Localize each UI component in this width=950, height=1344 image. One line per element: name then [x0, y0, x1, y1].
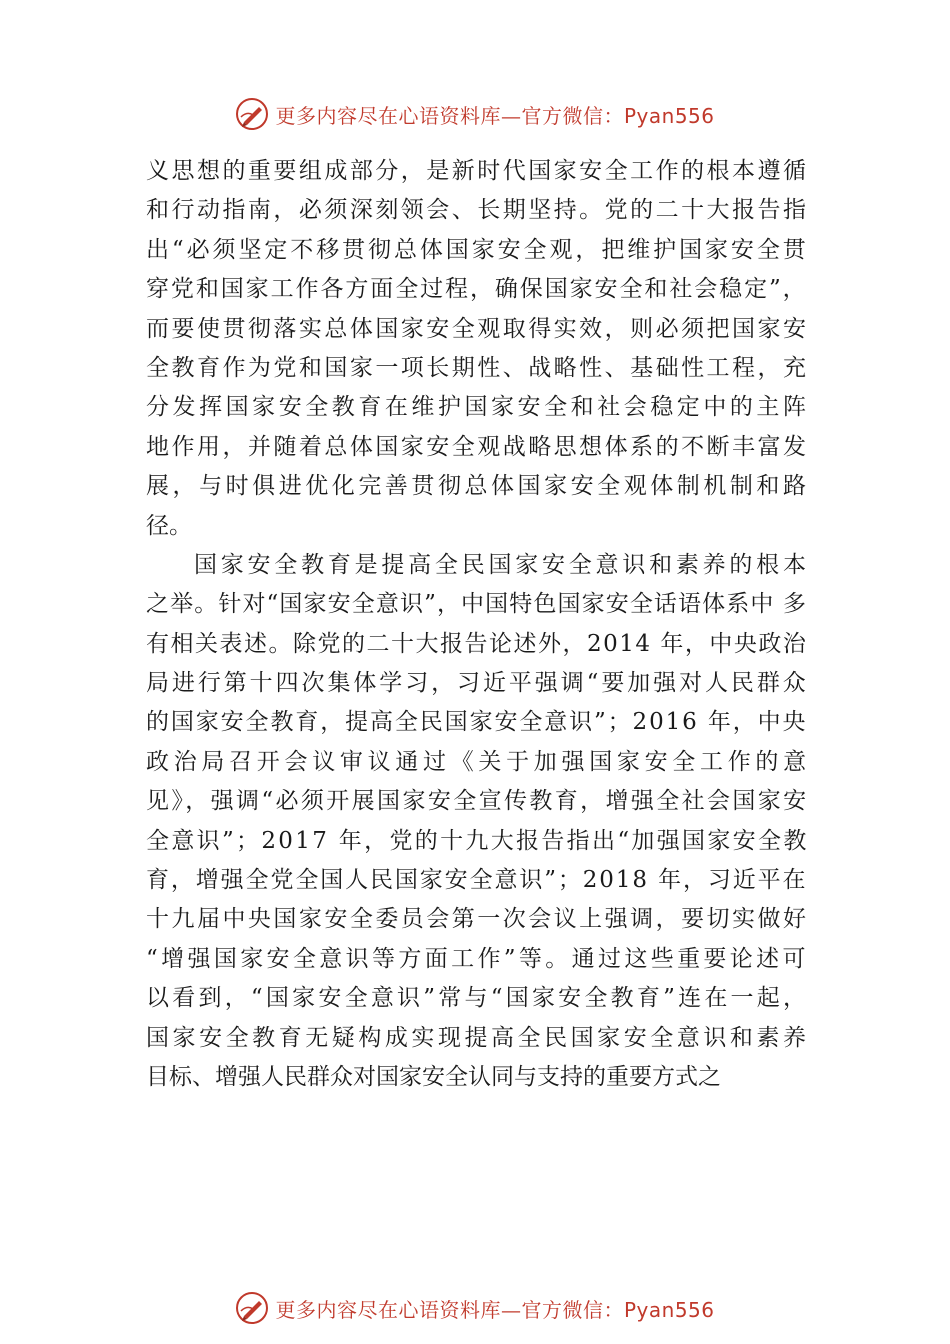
text-line: 的国家安全教育，提高全民国家安全意识”；2016 年，中央	[146, 709, 808, 736]
text-line: 见》，强调“必须开展国家安全宣传教育，增强全社会国家安	[146, 788, 809, 815]
paragraph-2	[146, 546, 811, 1097]
text-line: 义思想的重要组成部分，是新时代国家安全工作的根本遵循	[146, 158, 809, 184]
watermark-text: 更多内容尽在心语资料库—官方微信：Pyan556	[275, 103, 715, 128]
text-line: 和行动指南，必须深刻领会、长期坚持。党的二十大报告指	[146, 197, 809, 224]
watermark-text: 更多内容尽在心语资料库—官方微信：Pyan556	[275, 1297, 715, 1322]
paragraph-1	[146, 152, 810, 546]
watermark-banner-bottom	[0, 1286, 950, 1330]
wechat-id: Pyan556	[623, 103, 715, 128]
text-line: 以看到，“国家安全意识”常与“国家安全教育”连在一起，	[146, 985, 810, 1012]
text-line: 之举。针对“国家安全意识”，中国特色国家安全话语体系中 多	[146, 591, 808, 618]
text-line: 而要使贯彻落实总体国家安全观取得实效，则必须把国家安	[146, 315, 809, 342]
text-line: 目标、增强人民群众对国家安全认同与支持的重要方式之	[146, 1063, 721, 1090]
pen-logo-icon	[235, 1291, 269, 1325]
text-line: 穿党和国家工作各方面全过程，确保国家安全和社会稳定”，	[146, 276, 808, 303]
text-line: 展，与时俱进优化完善贯彻总体国家安全观体制机制和路	[146, 473, 810, 500]
pen-logo-icon	[235, 97, 269, 131]
text-line: 育，增强全党全国人民国家安全意识”；2018 年，习近平在	[146, 867, 808, 894]
document-body	[146, 152, 811, 1097]
text-line: 全意识”；2017 年，党的十九大报告指出“加强国家安全教	[146, 827, 809, 854]
text-line: 十九届中央国家安全委员会第一次会议上强调，要切实做好	[146, 906, 809, 933]
text-line: “增强国家安全意识等方面工作”等。通过这些重要论述可	[146, 945, 809, 972]
text-line: 径。	[146, 512, 192, 539]
watermark-banner-top	[0, 92, 950, 136]
text-line: 国家安全教育无疑构成实现提高全民国家安全意识和素养	[146, 1024, 810, 1051]
text-line: 有相关表述。除党的二十大报告论述外，2014 年，中央政治	[146, 630, 808, 657]
text-line: 出“必须坚定不移贯彻总体国家安全观，把维护国家安全贯	[146, 236, 809, 263]
wechat-id: Pyan556	[623, 1297, 715, 1322]
text-line: 局进行第十四次集体学习，习近平强调“要加强对人民群众	[146, 670, 809, 697]
text-line: 分发挥国家安全教育在维护国家安全和社会稳定中的主阵	[146, 394, 810, 421]
text-line: 地作用，并随着总体国家安全观战略思想体系的不断丰富发	[146, 433, 809, 460]
text-line: 全教育作为党和国家一项长期性、战略性、基础性工程，充	[146, 354, 809, 381]
text-line: 国家安全教育是提高全民国家安全意识和素养的根本	[194, 551, 810, 578]
text-line: 政治局召开会议审议通过《关于加强国家安全工作的意	[146, 748, 811, 775]
